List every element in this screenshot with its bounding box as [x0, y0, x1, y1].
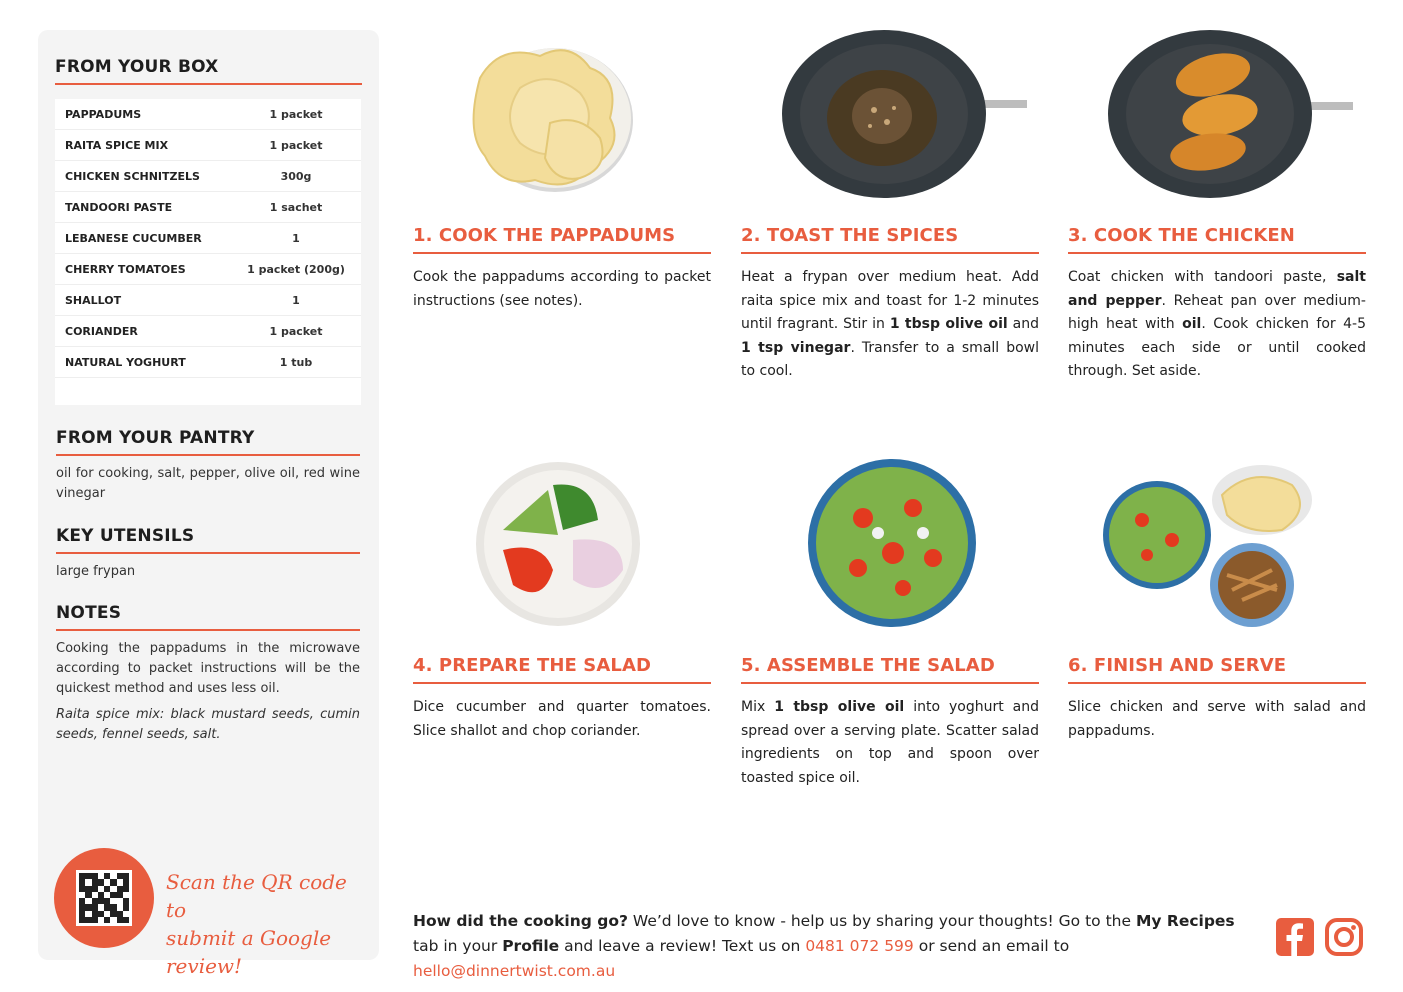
step-6-text: Slice chicken and serve with salad and pappadums.	[1068, 699, 1366, 739]
utensils-section	[56, 526, 360, 582]
text-bold: oil	[1182, 316, 1202, 332]
text-bold: 1 tbsp olive oil	[889, 316, 1008, 332]
step-5-text	[741, 696, 1039, 790]
text-run: We’d love to know - help us by sharing your thoughts! Go to the	[627, 912, 1136, 930]
ingredient-name: PAPPADUMS	[65, 107, 142, 121]
table-row	[55, 130, 361, 161]
ingredient-name: SHALLOT	[65, 293, 122, 307]
ingredient-name: CHERRY TOMATOES	[65, 262, 186, 276]
pantry-text: oil for cooking, salt, pepper, olive oil, red wine vinegar	[56, 466, 360, 501]
text-run: Heat a frypan over medium heat. Add raita spice mix and toast for 1-2 minutes until fragrant. Stir in	[741, 269, 1039, 332]
text-run: . Transfer to a small bowl to cool.	[741, 339, 1039, 379]
notes-title: NOTES	[56, 603, 360, 631]
ingredient-name: RAITA SPICE MIX	[65, 138, 169, 152]
qr-circle	[54, 848, 154, 948]
ingredient-name: TANDOORI PASTE	[65, 200, 173, 214]
step-2-text	[741, 266, 1039, 384]
step-1-title: 1. COOK THE PAPPADUMS	[413, 225, 711, 254]
text-run: Mix	[741, 699, 775, 715]
frypan-spices-image	[782, 30, 1032, 198]
step-5-title: 5. ASSEMBLE THE SALAD	[741, 655, 1039, 684]
pappadums-image	[460, 38, 638, 196]
profile-link[interactable]: Profile	[502, 937, 560, 955]
step-3-text	[1068, 266, 1366, 384]
text-run: Coat chicken with tandoori paste,	[1068, 269, 1337, 285]
step-6	[1068, 655, 1366, 743]
notes-section	[56, 603, 360, 745]
table-row	[55, 192, 361, 223]
step-4-text: Dice cucumber and quarter tomatoes. Slice shallot and chop coriander.	[413, 699, 711, 739]
text-run: . Reheat pan over medium-high heat with	[1068, 292, 1366, 332]
step-1-text: Cook the pappadums according to packet instructions (see notes).	[413, 269, 711, 309]
text-run: into yoghurt and spread over a serving plate. Scatter salad ingredients on top and spoon over toasted spice oil.	[741, 699, 1039, 786]
text-run: and leave a review! Text us on	[559, 937, 806, 955]
utensils-text: large frypan	[56, 564, 136, 579]
salad-prep-image	[473, 460, 643, 628]
frypan-chicken-image	[1108, 30, 1358, 198]
step-4	[413, 655, 711, 743]
ingredient-name: LEBANESE CUCUMBER	[65, 231, 202, 245]
pantry-title: FROM YOUR PANTRY	[56, 428, 360, 456]
step-3-title: 3. COOK THE CHICKEN	[1068, 225, 1366, 254]
table-row	[55, 285, 361, 316]
table-row	[55, 161, 361, 192]
phone-link[interactable]: 0481 072 599	[805, 937, 914, 955]
ingredient-qty: 1 packet (200g)	[247, 262, 345, 276]
text-bold: 1 tbsp olive oil	[774, 699, 905, 715]
box-ingredients-table	[55, 99, 361, 405]
pantry-section	[56, 428, 360, 504]
email-link[interactable]: hello@dinnertwist.com.au	[413, 962, 616, 980]
step-2	[741, 225, 1039, 384]
text-run: or send an email to	[913, 937, 1070, 955]
qr-code-icon	[76, 870, 132, 926]
ingredient-qty: 1 tub	[279, 355, 313, 369]
table-row	[55, 99, 361, 130]
qr-code-badge[interactable]	[54, 848, 154, 948]
qr-caption-line2: submit a Google review!	[166, 926, 332, 978]
step-5	[741, 655, 1039, 790]
assembled-salad-image	[803, 458, 981, 628]
utensils-title: KEY UTENSILS	[56, 526, 360, 554]
ingredient-qty: 1	[292, 231, 300, 245]
ingredient-qty: 1 packet	[269, 324, 323, 338]
my-recipes-link[interactable]: My Recipes	[1135, 912, 1235, 930]
ingredients-sidebar	[38, 30, 379, 978]
step-1	[413, 225, 711, 313]
from-your-box-title: FROM YOUR BOX	[55, 57, 362, 85]
table-row	[55, 254, 361, 285]
ingredient-qty: 1 sachet	[269, 200, 323, 214]
ingredient-qty: 300g	[280, 169, 312, 183]
finished-dish-image	[1102, 460, 1317, 630]
table-row	[55, 347, 361, 378]
ingredient-qty: 1 packet	[269, 107, 323, 121]
text-bold: 1 tsp vinegar	[741, 339, 851, 356]
step-6-title: 6. FINISH AND SERVE	[1068, 655, 1366, 684]
ingredient-name: NATURAL YOGHURT	[65, 355, 186, 369]
step-2-title: 2. TOAST THE SPICES	[741, 225, 1039, 254]
qr-caption	[166, 868, 366, 980]
qr-caption-line1: Scan the QR code to	[166, 870, 347, 922]
table-row	[55, 316, 361, 347]
ingredient-name: CORIANDER	[65, 324, 138, 338]
ingredient-qty: 1 packet	[269, 138, 323, 152]
notes-spice-text: Raita spice mix: black mustard seeds, cumin seeds, fennel seeds, salt.	[56, 707, 360, 742]
step-4-title: 4. PREPARE THE SALAD	[413, 655, 711, 684]
ingredient-qty: 1	[292, 293, 300, 307]
notes-text: Cooking the pappadums in the microwave according to packet instructions will be the quickest method and uses less oil.	[56, 641, 360, 696]
facebook-icon[interactable]	[1276, 918, 1314, 956]
table-row	[55, 223, 361, 254]
instagram-icon[interactable]	[1325, 918, 1363, 956]
step-3	[1068, 225, 1366, 384]
text-run: tab in your	[413, 937, 503, 955]
ingredient-name: CHICKEN SCHNITZELS	[65, 169, 200, 183]
text-run: and	[1007, 316, 1039, 332]
text-run: . Cook chicken for 4-5 minutes each side or until cooked through. Set aside.	[1068, 316, 1366, 379]
review-footer	[413, 909, 1263, 984]
footer-question: How did the cooking go?	[413, 912, 628, 930]
text-bold: salt and pepper	[1068, 269, 1366, 309]
